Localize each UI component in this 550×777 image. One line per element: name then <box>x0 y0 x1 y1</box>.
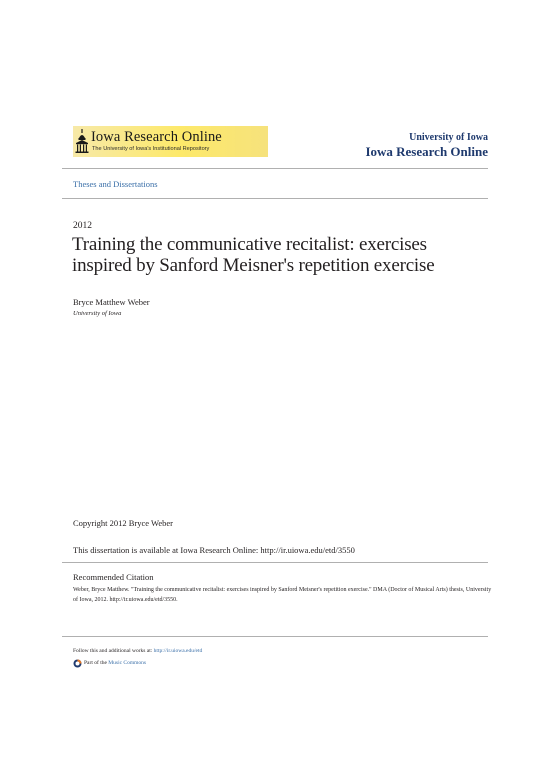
iowa-research-online-logo[interactable] <box>73 126 268 157</box>
divider <box>62 168 488 169</box>
divider <box>62 198 488 199</box>
follow-prefix: Follow this and additional works at: <box>73 648 154 654</box>
logo-subtitle: The University of Iowa's Institutional Repository <box>92 146 210 152</box>
university-name[interactable]: University of Iowa <box>409 132 488 143</box>
availability-statement: This dissertation is available at Iowa Research Online: http://ir.uiowa.edu/etd/3550 <box>73 545 355 555</box>
citation-heading: Recommended Citation <box>73 572 154 582</box>
partof-prefix: Part of the <box>84 660 109 666</box>
author-name: Bryce Matthew Weber <box>73 297 150 307</box>
author-affiliation: University of Iowa <box>73 310 122 317</box>
divider <box>62 562 488 563</box>
commons-network-icon <box>73 659 82 668</box>
follow-link[interactable]: http://ir.uiowa.edu/etd <box>153 648 203 654</box>
document-title: Training the communicative recitalist: exercises inspired by Sanford Meisner's repetition exercise <box>72 234 435 276</box>
logo-title: Iowa Research Online <box>91 129 222 145</box>
repository-name[interactable]: Iowa Research Online <box>365 144 488 159</box>
copyright-notice: Copyright 2012 Bryce Weber <box>73 518 173 528</box>
header <box>73 126 488 158</box>
old-capitol-icon <box>75 129 89 154</box>
publication-year: 2012 <box>73 221 92 231</box>
citation-text: Weber, Bryce Matthew. "Training the communicative recitalist: exercises inspired by Sanford Meisner's repetition exercise." DMA (Doctor of Musical Arts) thesis, University of Iowa, 2012. http://ir.uiowa.edu/etd/3550. <box>73 587 492 603</box>
divider <box>62 636 488 637</box>
collection-link[interactable]: Theses and Dissertations <box>73 179 158 189</box>
part-of-text <box>84 660 146 666</box>
follow-line <box>73 648 202 654</box>
music-commons-link[interactable]: Music Commons <box>108 660 147 666</box>
